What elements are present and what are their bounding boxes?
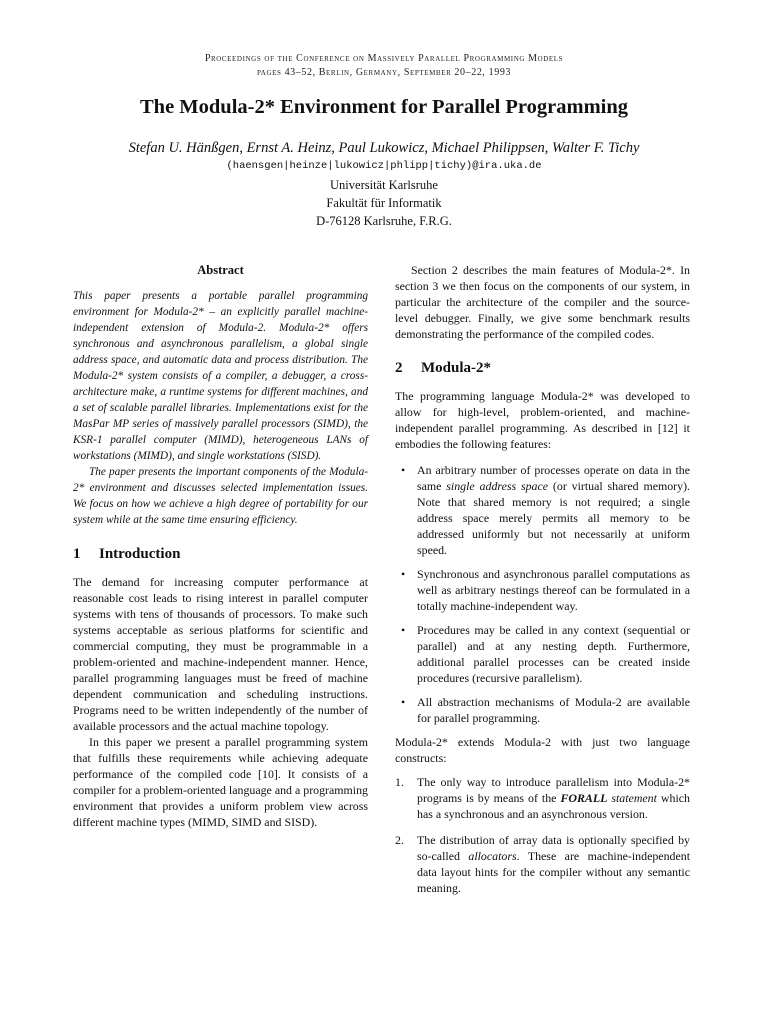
- modula-paragraph-2: Modula-2* extends Modula-2 with just two language constructs:: [395, 735, 690, 765]
- list-item: [395, 462, 690, 558]
- item-number: 2.: [395, 833, 404, 847]
- feature-text: An arbitrary number of processes operate on data in the same: [417, 463, 690, 493]
- abstract-paragraph-1: This paper presents a portable parallel programming environment for Modula-2* – an explicitly parallel machine-independent extension of Modula-2. Modula-2* offers synchronous and asynchronous parallelism, a global single address space, and automatic data and process distribution. The Modula-2* system consists of a compiler, a debugger, a cross-architecture make, a runtime systems for different machines, and a set of scalable parallel libraries. Implementations exist for the MasPar MP series of massively parallel processors (SIMD), the KSR-1 parallel computer (MIMD), heterogeneous LANs of workstations (MIMD), and single workstations (SISD).: [73, 290, 368, 462]
- section-title: Introduction: [99, 546, 181, 562]
- proceedings-line-1: Proceedings of the Conference on Massively Parallel Programming Models: [204, 53, 564, 64]
- section-number: 2: [395, 360, 403, 376]
- feature-text: Procedures may be called in any context (sequential or parallel) and at any nesting depth. Furthermore, additional parallel processes can be created inside procedures (recursive parallelism).: [417, 623, 690, 685]
- item-number: 1.: [395, 775, 404, 789]
- construct-text: The distribution of array data is optionally specified by so-called: [417, 833, 690, 863]
- bullet-icon: •: [401, 463, 406, 477]
- list-item: [395, 566, 690, 614]
- affiliation-address: D-76128 Karlsruhe, F.R.G.: [316, 214, 452, 228]
- section-title: Modula-2*: [421, 360, 492, 376]
- construct-text: The only way to introduce parallelism into Modula-2* programs is by means of the: [417, 775, 690, 805]
- construct-list: [395, 774, 690, 896]
- feature-text: All abstraction mechanisms of Modula-2 are available for parallel programming.: [417, 695, 690, 725]
- section-heading-modula: [395, 360, 690, 376]
- affiliation-faculty: Fakultät für Informatik: [326, 196, 442, 210]
- outline-paragraph: Section 2 describes the main features of Modula-2*. In section 3 we then focus on the components of our system, in particular the architecture of the compiler and the source-level debugger. Finally, we give some benchmark results demonstrating the performance of the compiled codes.: [395, 263, 690, 341]
- bullet-icon: •: [401, 567, 406, 581]
- section-number: 1: [73, 546, 81, 562]
- construct-text: which has a synchronous and an asynchronous version.: [417, 791, 690, 821]
- list-item: [395, 622, 690, 686]
- left-column: [73, 262, 368, 830]
- paper-title: The Modula-2* Environment for Parallel Programming: [140, 96, 628, 118]
- proceedings-line-2: pages 43–52, Berlin, Germany, September 20–22, 1993: [256, 67, 512, 78]
- feature-emphasis: single address space: [446, 479, 549, 493]
- list-item: [395, 694, 690, 726]
- construct-emphasis: statement: [607, 791, 657, 805]
- modula-paragraph-1: The programming language Modula-2* was developed to allow for high-level, problem-oriented, and machine-independent parallel programming. As described in [12] it embodies the following features:: [395, 389, 690, 451]
- construct-emphasis: allocators: [468, 849, 517, 863]
- feature-text: (or virtual shared memory). Note that shared memory is not required; a single address space merely permits all memory to be addressed uniformly but not necessarily at uniform speed.: [417, 479, 691, 557]
- abstract-section: [73, 262, 368, 528]
- forall-keyword: FORALL: [560, 791, 608, 805]
- section-heading-introduction: [73, 546, 368, 562]
- feature-list: [395, 462, 690, 726]
- right-column: [395, 262, 690, 906]
- abstract-paragraph-2: The paper presents the important components of the Modula-2* environment and discusses selected implementation issues. We focus on how we achieve a high degree of portability for our system while at the same time ensuring efficiency.: [73, 466, 368, 526]
- author-email: (haensgen|heinze|lukowicz|phlipp|tichy)@ira.uka.de: [226, 160, 542, 172]
- construct-text: . These are machine-independent data layout hints for the compiler without any semantic meaning.: [417, 849, 690, 895]
- affiliation-university: Universität Karlsruhe: [330, 178, 438, 192]
- abstract-heading: Abstract: [197, 263, 244, 277]
- list-item: [395, 832, 690, 896]
- bullet-icon: •: [401, 695, 406, 709]
- feature-text: Synchronous and asynchronous parallel computations as well as arbitrary nestings thereof can be formulated in a totally machine-independent way.: [417, 567, 690, 613]
- intro-paragraph-1: The demand for increasing computer performance at reasonable cost leads to rising interest in parallel computer systems with tens of thousands of processors. To make such systems acceptable as serious platforms for scientific and commercial computing, they must be programmable in a problem-oriented and machine-independent manner. Hence, parallel programming languages must be freed of machine dependent communication and scheduling instructions. Programs need to be written independently of the number of available processors and the actual machine topology.: [73, 575, 368, 733]
- paper-authors: Stefan U. Hänßgen, Ernst A. Heinz, Paul Lukowicz, Michael Philippsen, Walter F. Tichy: [128, 140, 640, 156]
- list-item: [395, 774, 690, 822]
- bullet-icon: •: [401, 623, 406, 637]
- intro-paragraph-2: In this paper we present a parallel programming system that fulfills these requirements while achieving adequate performance of the compiled code [10]. It consists of a compiler for a problem-oriented language and a programming environment that provides a uniform problem view across different machine types (MIMD, SIMD and SISD).: [73, 735, 368, 829]
